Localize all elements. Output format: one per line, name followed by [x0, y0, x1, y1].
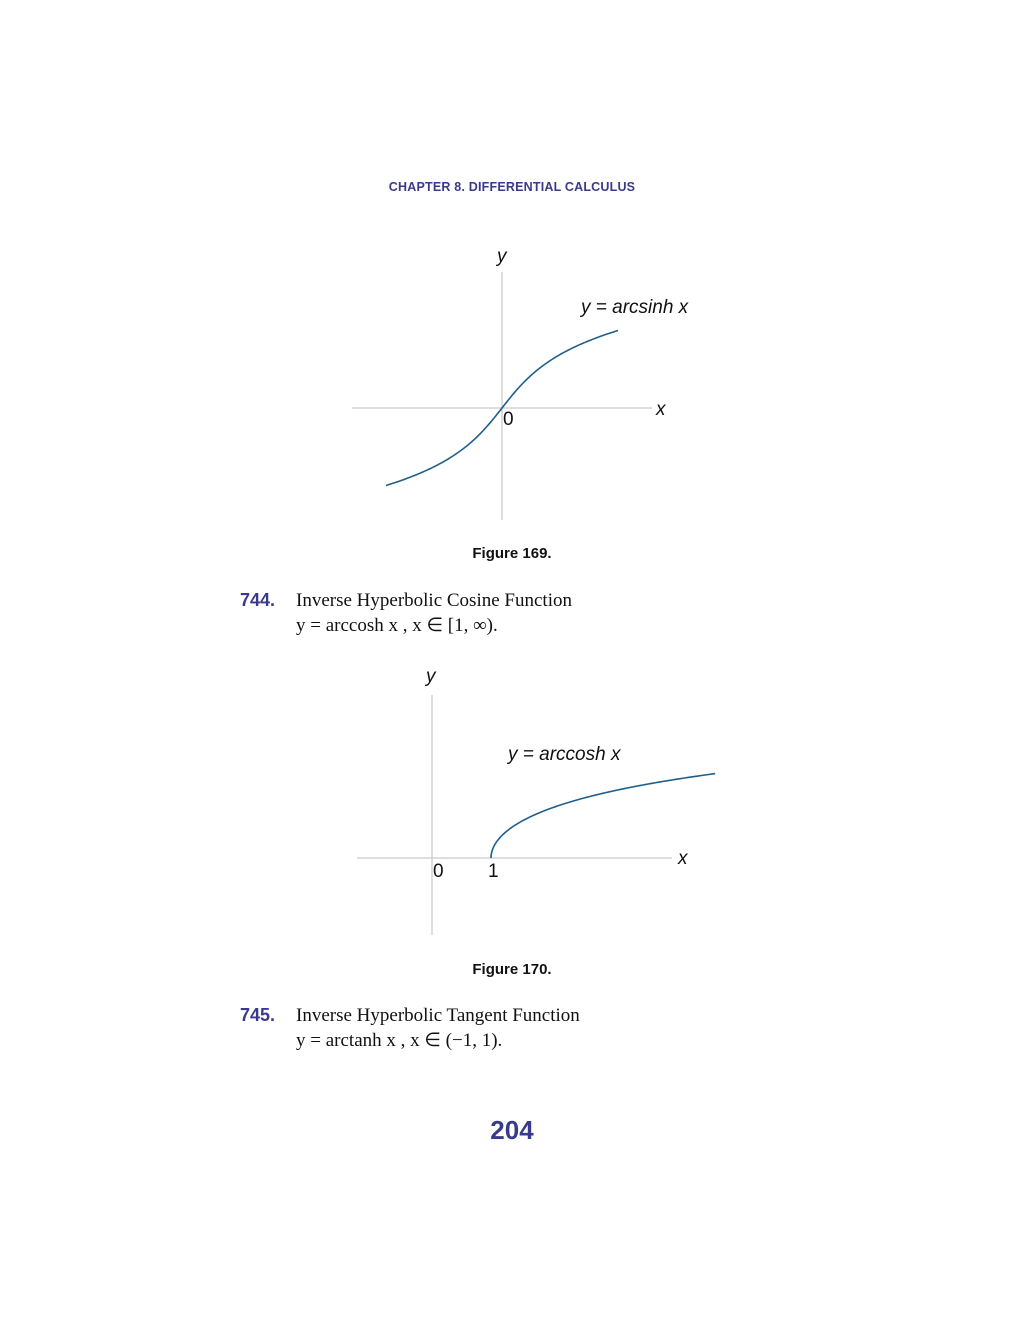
page-number: 204 [490, 1115, 534, 1145]
entry-title: Inverse Hyperbolic Cosine Function [296, 590, 572, 611]
arccosh-curve [491, 774, 715, 858]
origin-label: 0 [433, 861, 444, 882]
figure-169-graph [0, 240, 1024, 540]
curve-label: y = arccosh x [508, 744, 621, 765]
x-axis-label: x [656, 399, 666, 420]
figure-170-caption: Figure 170. [472, 961, 552, 978]
curve-label: y = arcsinh x [581, 297, 689, 318]
figure-170-graph [0, 660, 1024, 960]
entry-number: 744. [240, 590, 276, 610]
entry-formula: y = arctanh x , x ∈ (−1, 1). [296, 1030, 503, 1051]
one-label: 1 [488, 861, 499, 882]
entry-number: 745. [240, 1005, 276, 1025]
y-axis-label: y [497, 246, 507, 267]
origin-label: 0 [503, 409, 514, 430]
y-axis-label: y [426, 666, 436, 687]
entry-formula: y = arccosh x , x ∈ [1, ∞). [296, 615, 498, 636]
chapter-header: CHAPTER 8. DIFFERENTIAL CALCULUS [388, 180, 636, 194]
figure-169-caption: Figure 169. [472, 545, 552, 562]
entry-title: Inverse Hyperbolic Tangent Function [296, 1005, 580, 1026]
x-axis-label: x [678, 848, 688, 869]
